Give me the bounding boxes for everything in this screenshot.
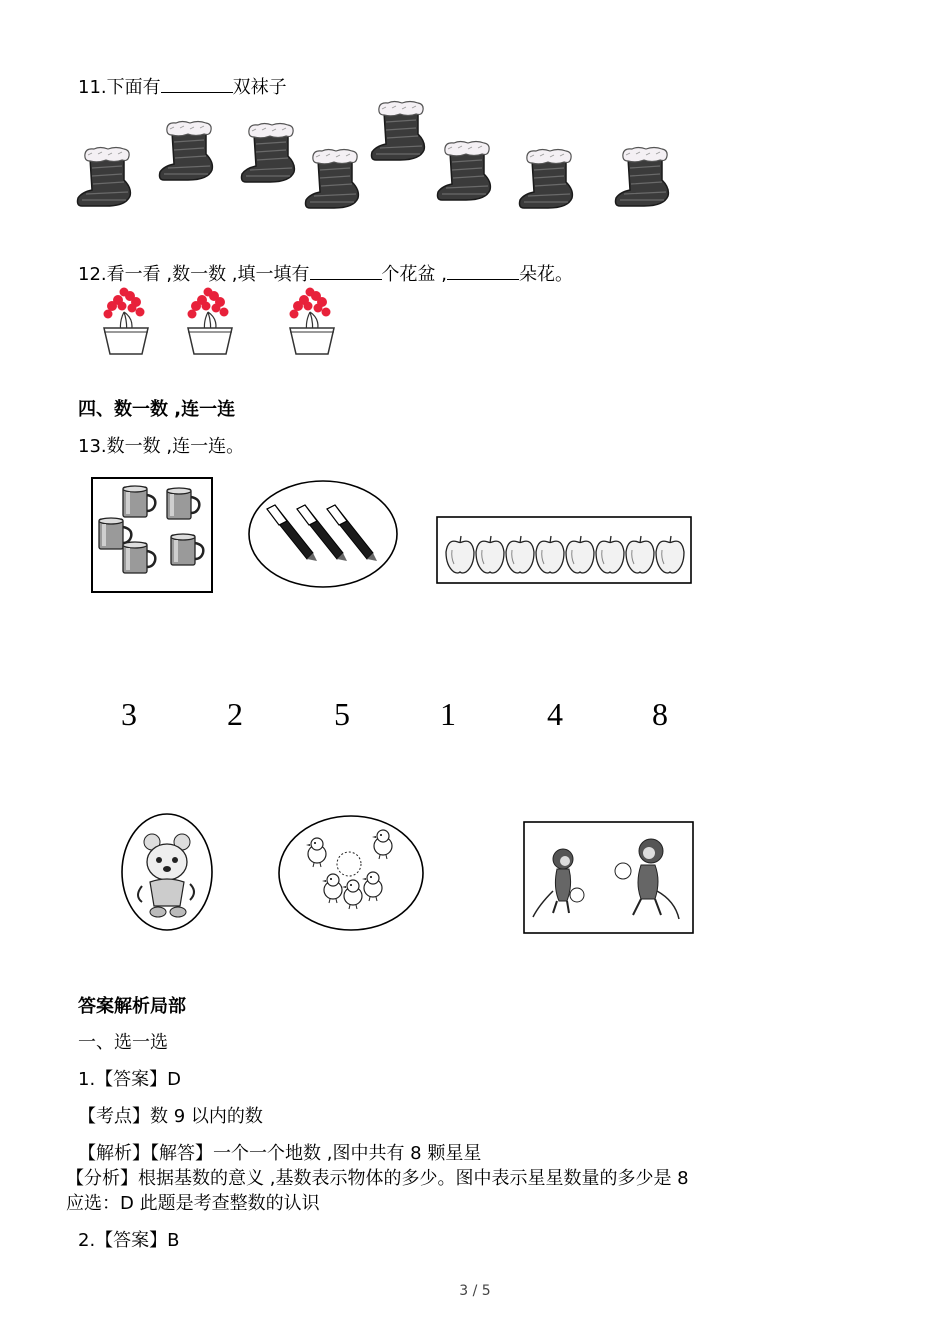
sock-3 [242, 124, 295, 183]
q11-blank[interactable] [161, 76, 233, 93]
monkeys-picture[interactable] [523, 821, 694, 934]
page-number: 3 / 5 [459, 1283, 491, 1299]
flowerpot-1 [104, 288, 149, 355]
flowerpots-picture [96, 284, 346, 358]
chicks-picture[interactable] [277, 814, 425, 932]
answers-heading: 答案解析局部 [78, 996, 186, 1017]
flowerpot-3 [290, 288, 335, 355]
number-4[interactable]: 4 [547, 696, 563, 732]
bear-picture[interactable] [120, 812, 214, 932]
sock-5 [372, 102, 425, 161]
sock-8 [616, 148, 669, 207]
q12-blank-pots[interactable] [310, 263, 382, 280]
q12-text: 12.看一看 ,数一数 ,填一填有 个花盆 , 朵花。 [78, 264, 573, 285]
answer-1-explain: 【分析】根据基数的意义 ,基数表示物体的多少。图中表示星星数量的多少是 8 [66, 1168, 689, 1189]
number-1[interactable]: 1 [440, 696, 456, 732]
number-2[interactable]: 2 [227, 696, 243, 732]
number-5[interactable]: 5 [334, 696, 350, 732]
sock-4 [306, 150, 359, 209]
answer-1-point: 【考点】数 9 以内的数 [78, 1106, 263, 1127]
mugs-picture[interactable] [91, 477, 213, 593]
sock-7 [520, 150, 573, 209]
number-3[interactable]: 3 [121, 696, 137, 732]
answer-2: 2.【答案】B [78, 1230, 180, 1251]
sock-2 [160, 122, 213, 181]
number-8[interactable]: 8 [652, 696, 668, 732]
q13-title: 13.数一数 ,连一连。 [78, 436, 245, 457]
apples-picture[interactable] [436, 516, 692, 584]
q12-blank-flowers[interactable] [447, 263, 519, 280]
pens-picture[interactable] [247, 479, 399, 589]
sock-6 [438, 142, 491, 201]
socks-picture [70, 96, 690, 220]
answer-1-analysis: 【解析】【解答】一个一个地数 ,图中共有 8 颗星星 [78, 1143, 482, 1164]
answer-1-choice: 应选：D 此题是考查整数的认识 [66, 1193, 320, 1214]
q11-text: 11.下面有 双袜子 [78, 77, 287, 98]
section4-title: 四、数一数 ,连一连 [78, 399, 236, 420]
answer-1: 1.【答案】D [78, 1069, 182, 1090]
sock-1 [78, 148, 131, 207]
answers-section1: 一、选一选 [78, 1032, 168, 1053]
flowerpot-2 [188, 288, 233, 355]
